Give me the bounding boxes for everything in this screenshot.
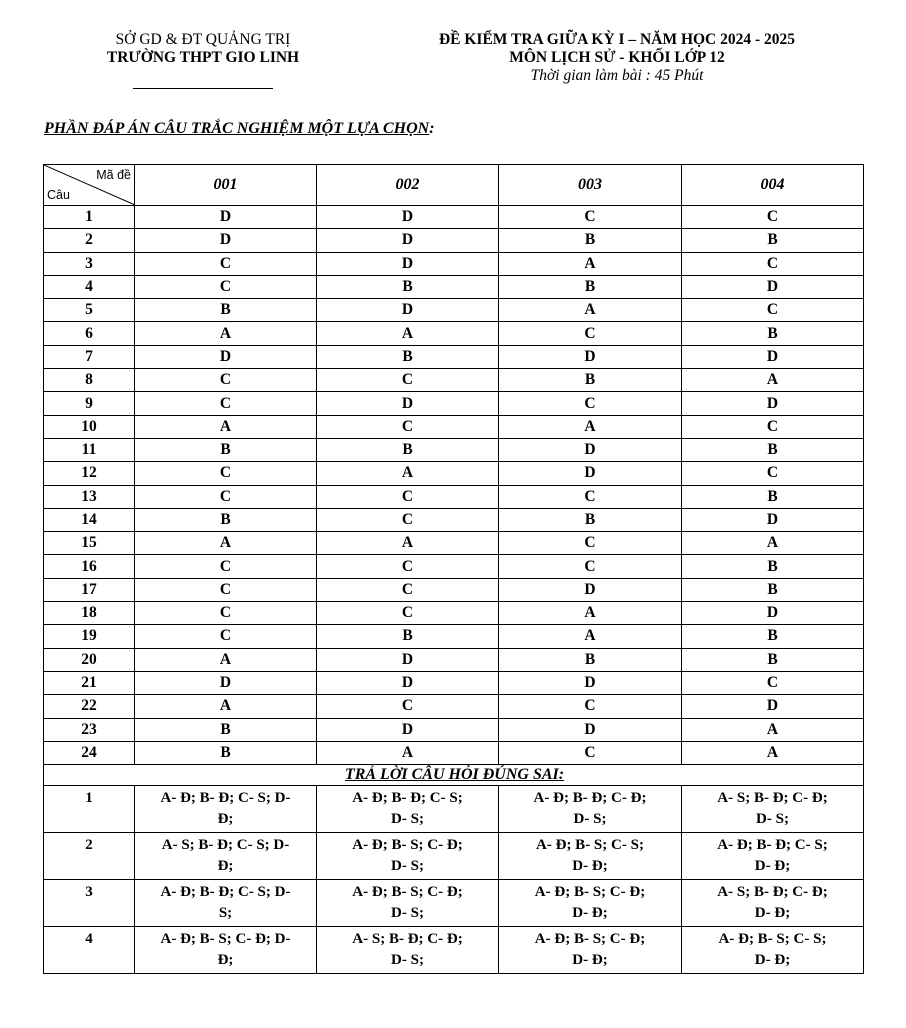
answer-cell: D: [317, 392, 499, 415]
answer-cell: B: [317, 345, 499, 368]
answer-cell: C: [682, 206, 864, 229]
table-row: [44, 786, 864, 833]
tf-answer-line: Đ;: [217, 858, 234, 875]
table-row: [44, 322, 864, 345]
corner-cell: [44, 165, 135, 206]
answer-cell: C: [317, 555, 499, 578]
answer-cell: A: [682, 718, 864, 741]
tf-answer-cell: [682, 833, 864, 880]
tf-section-title-cell: [44, 765, 864, 786]
table-row: [44, 299, 864, 322]
answer-cell: C: [135, 625, 317, 648]
question-number: 7: [44, 345, 135, 368]
tf-answer-line: A- Đ; B- S; C- Đ;: [534, 931, 646, 948]
table-row: [44, 578, 864, 601]
tf-answer-line: A- Đ; B- Đ; C- S; D-: [160, 790, 291, 807]
answer-cell: D: [317, 252, 499, 275]
answer-cell: C: [499, 322, 682, 345]
answer-cell: C: [682, 671, 864, 694]
tf-answer-line: A- S; B- Đ; C- S; D-: [161, 837, 290, 854]
table-row: [44, 275, 864, 298]
tf-question-number: 3: [44, 880, 135, 927]
answer-cell: C: [682, 462, 864, 485]
answer-cell: C: [317, 415, 499, 438]
answer-cell: B: [499, 508, 682, 531]
answer-cell: D: [499, 578, 682, 601]
tf-answer-cell: [317, 880, 499, 927]
tf-section-title-row: [44, 765, 864, 786]
tf-answer-cell: [682, 786, 864, 833]
answer-cell: C: [499, 206, 682, 229]
tf-answer-line: A- Đ; B- S; C- Đ;: [352, 884, 463, 901]
tf-answer-cell: [499, 833, 682, 880]
answer-cell: C: [135, 555, 317, 578]
question-number: 4: [44, 275, 135, 298]
tf-question-number: 2: [44, 833, 135, 880]
tf-answer-line: A- Đ; B- Đ; C- S; D-: [160, 884, 291, 901]
answer-cell: A: [317, 532, 499, 555]
answer-cell: D: [499, 718, 682, 741]
answer-cell: D: [682, 275, 864, 298]
answer-cell: A: [499, 299, 682, 322]
answer-cell: D: [682, 695, 864, 718]
answer-cell: A: [499, 625, 682, 648]
answer-cell: B: [135, 508, 317, 531]
table-row: [44, 462, 864, 485]
answer-cell: B: [317, 438, 499, 461]
tf-answer-line: D- Đ;: [572, 952, 608, 969]
table-row: [44, 345, 864, 368]
answer-cell: D: [682, 392, 864, 415]
tf-answer-line: D- Đ;: [754, 905, 791, 922]
answer-cell: B: [499, 648, 682, 671]
mc-section-title: [44, 120, 435, 138]
tf-answer-line: A- Đ; B- S; C- S;: [718, 931, 827, 948]
answer-cell: D: [135, 671, 317, 694]
answer-cell: C: [499, 555, 682, 578]
table-row: [44, 252, 864, 275]
answer-cell: D: [135, 229, 317, 252]
table-row: [44, 508, 864, 531]
tf-answer-cell: [135, 786, 317, 833]
answer-cell: B: [682, 322, 864, 345]
answer-cell: D: [682, 602, 864, 625]
tf-answer-line: D- S;: [756, 811, 789, 828]
answer-cell: A: [499, 602, 682, 625]
answer-cell: B: [682, 555, 864, 578]
exam-duration: Thời gian làm bài : 45 Phút: [530, 67, 704, 84]
answer-cell: C: [499, 695, 682, 718]
tf-answer-cell: [499, 880, 682, 927]
table-row: [44, 671, 864, 694]
tf-answer-line: D- Đ;: [572, 905, 608, 922]
tf-answer-cell: [682, 880, 864, 927]
table-row: [44, 718, 864, 741]
question-number: 13: [44, 485, 135, 508]
answer-cell: D: [499, 671, 682, 694]
tf-answer-line: A- Đ; B- Đ; C- S;: [352, 790, 463, 807]
tf-answer-line: S;: [218, 905, 233, 922]
answer-cell: C: [135, 462, 317, 485]
answer-cell: D: [317, 648, 499, 671]
answer-cell: A: [682, 741, 864, 764]
answer-cell: B: [682, 229, 864, 252]
question-number: 11: [44, 438, 135, 461]
question-number: 18: [44, 602, 135, 625]
header-divider: [133, 88, 273, 89]
table-row: [44, 369, 864, 392]
answer-cell: C: [499, 485, 682, 508]
answer-cell: C: [135, 275, 317, 298]
code-header: 004: [682, 165, 864, 206]
department-name: SỞ GD & ĐT QUẢNG TRỊ: [115, 31, 291, 48]
tf-answer-line: D- S;: [391, 811, 424, 828]
answer-cell: D: [682, 345, 864, 368]
answer-cell: C: [135, 369, 317, 392]
answer-cell: A: [499, 415, 682, 438]
code-header: 003: [499, 165, 682, 206]
answer-table: [43, 164, 864, 974]
answer-cell: D: [499, 438, 682, 461]
question-number: 10: [44, 415, 135, 438]
answer-cell: A: [682, 369, 864, 392]
answer-cell: D: [317, 299, 499, 322]
answer-cell: A: [135, 532, 317, 555]
answer-cell: B: [682, 625, 864, 648]
answer-cell: D: [682, 508, 864, 531]
question-number: 14: [44, 508, 135, 531]
answer-cell: D: [317, 671, 499, 694]
answer-cell: C: [499, 392, 682, 415]
answer-cell: A: [317, 322, 499, 345]
code-header: 001: [135, 165, 317, 206]
table-row: [44, 438, 864, 461]
answer-cell: A: [135, 322, 317, 345]
table-row: [44, 880, 864, 927]
table-row: [44, 625, 864, 648]
tf-section-title: TRẢ LỜI CÂU HỎI ĐÚNG SAI:: [344, 766, 565, 784]
tf-answer-cell: [499, 786, 682, 833]
header-left: [78, 31, 328, 89]
tf-answer-cell: [135, 880, 317, 927]
table-row: [44, 392, 864, 415]
tf-answer-line: A- Đ; B- Đ; C- S;: [717, 837, 828, 854]
answer-cell: B: [499, 229, 682, 252]
question-number: 21: [44, 671, 135, 694]
answer-cell: C: [317, 369, 499, 392]
answer-cell: C: [317, 485, 499, 508]
answer-cell: C: [682, 415, 864, 438]
answer-cell: A: [317, 741, 499, 764]
answer-cell: C: [317, 508, 499, 531]
answer-cell: D: [317, 718, 499, 741]
answer-cell: C: [135, 252, 317, 275]
answer-cell: B: [135, 438, 317, 461]
answer-cell: C: [317, 695, 499, 718]
question-number: 22: [44, 695, 135, 718]
answer-cell: D: [317, 206, 499, 229]
corner-code-label: Mã đề: [96, 168, 131, 182]
tf-answer-line: D- S;: [391, 952, 424, 969]
code-header: 002: [317, 165, 499, 206]
mc-answer-body: [44, 206, 864, 765]
answer-cell: B: [499, 275, 682, 298]
table-row: [44, 485, 864, 508]
table-row: [44, 602, 864, 625]
answer-cell: B: [135, 299, 317, 322]
table-row: [44, 555, 864, 578]
answer-cell: C: [135, 578, 317, 601]
tf-answer-line: Đ;: [217, 952, 234, 969]
answer-cell: B: [682, 578, 864, 601]
answer-cell: B: [317, 625, 499, 648]
table-row: [44, 648, 864, 671]
answer-cell: B: [682, 438, 864, 461]
table-row: [44, 695, 864, 718]
tf-answer-line: A- Đ; B- S; C- Đ;: [352, 837, 463, 854]
tf-answer-line: D- S;: [391, 905, 424, 922]
answer-cell: D: [135, 345, 317, 368]
tf-answer-cell: [499, 927, 682, 974]
exam-title: ĐỀ KIỂM TRA GIỮA KỲ I – NĂM HỌC 2024 - 2025: [438, 31, 796, 48]
answer-cell: C: [499, 532, 682, 555]
tf-answer-cell: [317, 786, 499, 833]
answer-cell: C: [135, 485, 317, 508]
tf-answer-line: A- Đ; B- S; C- S;: [536, 837, 644, 854]
answer-cell: B: [317, 275, 499, 298]
answer-cell: C: [317, 578, 499, 601]
answer-cell: A: [499, 252, 682, 275]
question-number: 17: [44, 578, 135, 601]
question-number: 8: [44, 369, 135, 392]
question-number: 5: [44, 299, 135, 322]
table-row: [44, 415, 864, 438]
table-row: [44, 833, 864, 880]
answer-cell: D: [499, 345, 682, 368]
question-number: 19: [44, 625, 135, 648]
answer-cell: D: [499, 462, 682, 485]
tf-answer-line: D- Đ;: [754, 858, 791, 875]
question-number: 24: [44, 741, 135, 764]
tf-answer-line: D- S;: [573, 811, 607, 828]
table-row: [44, 532, 864, 555]
question-number: 23: [44, 718, 135, 741]
question-number: 2: [44, 229, 135, 252]
tf-answer-cell: [317, 927, 499, 974]
question-number: 6: [44, 322, 135, 345]
header-right: [372, 31, 862, 85]
answer-cell: B: [499, 369, 682, 392]
answer-cell: A: [135, 415, 317, 438]
tf-answer-cell: [682, 927, 864, 974]
answer-cell: B: [135, 741, 317, 764]
answer-cell: D: [317, 229, 499, 252]
answer-cell: B: [682, 485, 864, 508]
tf-answer-body: [44, 765, 864, 974]
tf-answer-line: A- Đ; B- S; C- Đ; D-: [160, 931, 291, 948]
code-header-row: [44, 165, 864, 206]
answer-cell: A: [682, 532, 864, 555]
tf-answer-line: D- Đ;: [754, 952, 791, 969]
answer-cell: C: [135, 602, 317, 625]
answer-cell: C: [317, 602, 499, 625]
question-number: 12: [44, 462, 135, 485]
table-row: [44, 927, 864, 974]
question-number: 16: [44, 555, 135, 578]
tf-answer-cell: [135, 833, 317, 880]
table-row: [44, 229, 864, 252]
tf-answer-line: D- S;: [391, 858, 424, 875]
answer-cell: B: [682, 648, 864, 671]
table-row: [44, 741, 864, 764]
tf-answer-line: A- Đ; B- S; C- Đ;: [534, 884, 646, 901]
answer-cell: B: [135, 718, 317, 741]
question-number: 20: [44, 648, 135, 671]
tf-answer-line: A- S; B- Đ; C- Đ;: [717, 790, 828, 807]
question-number: 15: [44, 532, 135, 555]
tf-question-number: 1: [44, 786, 135, 833]
tf-answer-line: A- S; B- Đ; C- Đ;: [352, 931, 463, 948]
tf-question-number: 4: [44, 927, 135, 974]
tf-answer-line: A- S; B- Đ; C- Đ;: [717, 884, 828, 901]
tf-answer-line: A- Đ; B- Đ; C- Đ;: [533, 790, 647, 807]
question-number: 1: [44, 206, 135, 229]
answer-cell: A: [135, 695, 317, 718]
tf-answer-line: D- Đ;: [572, 858, 608, 875]
tf-answer-cell: [135, 927, 317, 974]
mc-section-title-colon: :: [429, 120, 435, 137]
question-number: 9: [44, 392, 135, 415]
question-number: 3: [44, 252, 135, 275]
answer-cell: D: [135, 206, 317, 229]
school-name: TRƯỜNG THPT GIO LINH: [106, 49, 300, 66]
subject-title: MÔN LỊCH SỬ - KHỐI LỚP 12: [509, 49, 725, 66]
corner-question-label: Câu: [47, 188, 70, 202]
mc-section-title-text: PHẦN ĐÁP ÁN CÂU TRẮC NGHIỆM MỘT LỰA CHỌN: [44, 120, 430, 137]
answer-cell: C: [682, 252, 864, 275]
table-row: [44, 206, 864, 229]
answer-cell: C: [682, 299, 864, 322]
answer-cell: A: [135, 648, 317, 671]
answer-cell: C: [135, 392, 317, 415]
tf-answer-line: Đ;: [217, 811, 234, 828]
answer-cell: C: [499, 741, 682, 764]
tf-answer-cell: [317, 833, 499, 880]
answer-cell: A: [317, 462, 499, 485]
